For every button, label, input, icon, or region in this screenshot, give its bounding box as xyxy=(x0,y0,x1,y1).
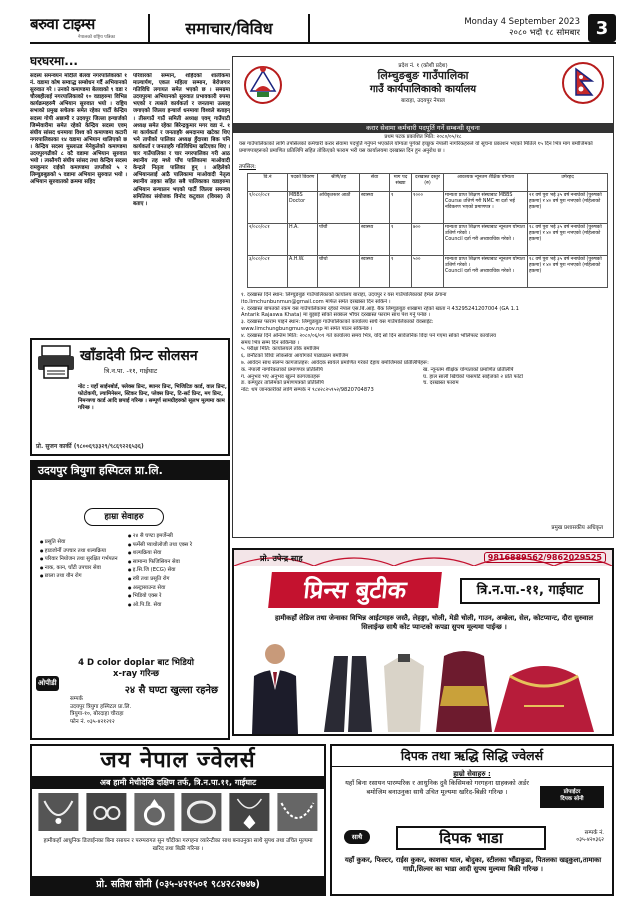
cell-service: स्वास्थ्य xyxy=(360,256,390,288)
jewellers-ad xyxy=(30,744,326,896)
news-article xyxy=(30,52,230,334)
news-column-1: सदस्य समन्वयन मोदीले बेलवा नगरपालिकाको १ नं. वडामा कोष सम्वाद्ध सम्बोधन गर्दै अभियानको सुरुवात गरे । उनको कमाण्डमा बेलवाको ९ वडा र चौरबहीलाई नगरपालिकाको १० वडाहरुमा विभिन्न कार्यक्रमहरुमै अभियान सुरुवात भयो । राष्ट्रिय सभाको प्रमुख सचेतक समेत रहेका पार्टी केन्द्रिय सदस्य गोपी अछामी र उदयपुर जिल्ला इन्चार्जको जिम्मेवारीमा समेत रहेको केन्द्रिय सदस्य एवम् संघीय सांसद धनमाया विश्व को कमाण्डमा कटारी नगरपालिकाका १४ वडामा अभियान थालिएको छ । केन्द्रिय सदस्य मुस्लाउड मेनेकुलेको कमाण्डमा उदयपुरगढीको ८ वटै वडामा अभियान सुरुवात भयो । त्यस्तैगरी संघीय सांसद तथा केन्द्रिय सदस्य रामकुमार राईको कमाण्डमा ताप्लीको ५ र लिम्चुङबुङको ५ वडामा अभियान सुरुवात भयो । अभियान सुरुवातको क्रममा सहिद xyxy=(30,73,127,186)
dipak-services-label: हाम्रो सेवाहरु : xyxy=(453,770,491,778)
cell-service: स्वास्थ्य xyxy=(360,224,390,256)
cell-post: H.A. xyxy=(288,224,318,256)
notice-term: ५. परीक्षा मिति: कार्यालयले तोके बमोजिम xyxy=(241,346,320,353)
notice-note: नोट: थप जानकारीको लागि सम्पर्क नं ९८४२८२५९५२/9820704873 xyxy=(241,387,374,394)
logo-text: बरुवा टाइम्स xyxy=(30,15,95,33)
hospital-ad xyxy=(30,460,230,740)
page-number: 3 xyxy=(588,14,616,42)
ring-icon xyxy=(132,793,177,831)
printer-icon xyxy=(36,344,76,380)
contact-number: ०३५-४२०३६२ xyxy=(576,837,604,843)
cell-fee: ७०० xyxy=(412,224,444,256)
proprietor-name: दिपक सोनी xyxy=(560,796,584,802)
service-item: ● अल्ट्रासाउन्ड सेवा xyxy=(128,584,226,593)
newspaper-logo xyxy=(30,14,148,42)
section-title: समाचार/विविध xyxy=(148,14,310,42)
table-row xyxy=(248,224,608,256)
notice-term: ito.limchunbunmun@gmail.com मार्फत समेत दरखास्त दिन सकिने । xyxy=(241,298,391,305)
dipak-services-text: यहाँ बिना रसायन पारम्परिक र आधुनिक दुवै किसिमको गरगहना ग्राहकको अर्डर बमोजिम बनाउनुका साथै उचित मूल्यमा खरिद-बिक्री गरिन्छ । xyxy=(345,779,529,796)
notice-term: ३. दरखास्त फाराम पाइने स्थान: लिम्चुङबुङ गाउँपालिकाको कार्यालय साथै यस गाउँपालिकाको वेवसाईट: xyxy=(241,319,434,326)
contact-label: सम्पर्क नं. xyxy=(584,830,604,836)
cell-level: चौथो xyxy=(318,256,360,288)
print-ad-contact xyxy=(36,442,144,450)
boutique-title: प्रिन्स बुटीक xyxy=(268,572,442,608)
open-24-hours: २४ सै घण्टा खुल्ला रहनेछ xyxy=(124,685,218,696)
doppler-text: 4 D color doplar बाट भिडियो x-ray गरिन्छ xyxy=(78,658,194,679)
dipak-title: दिपक तथा ऋद्धि सिद्धि ज्वेलर्स xyxy=(332,746,612,767)
cell-age: १८ वर्ष पुरा भई ३५ वर्ष ननाघेको (पुरुषको हकमा) र ४० वर्ष पुरा नभएको (महिलाको हकमा) xyxy=(528,256,608,288)
date-english: Monday 4 September 2023 xyxy=(464,17,580,27)
dipak-bhada-text: यहाँ कुकर, फिल्टर, राईस कुकर, काशका थाल, बोदुका, स्टीलका भाँडाकुडा, पितलका खड्कुला,तामाका गाग्री,सिल्वर का भाडा आदी सुपथ मुल्यमा बिक्री गरिन्छ । xyxy=(344,856,602,873)
print-ad-address: त्रि.न.पा. -११, गाईघाट xyxy=(104,367,158,375)
notice-doc: क. नेपाली नागरिकताको प्रमाणपत्र प्रतिलिपि xyxy=(241,366,323,373)
service-item: ● सामान्य फिजिसियन सेवा xyxy=(128,558,226,567)
cell-count: १ xyxy=(390,224,412,256)
notice-gov-line: प्रदेश नं. १ (कोशी प्रदेश) xyxy=(398,63,448,69)
notice-doc: ग. अनुभव भए अनुभव खुल्ने कागजातहरू xyxy=(241,373,320,380)
table-header: श्रेणि/तह xyxy=(318,174,360,192)
earring-icon xyxy=(84,793,129,831)
logo-tagline: नेपालको राष्ट्रिय पत्रिका xyxy=(78,35,115,40)
print-solution-ad xyxy=(30,338,230,456)
dipak-jewellers-ad xyxy=(330,744,614,896)
boutique-phone: 9816889562/9862029525 xyxy=(484,552,606,563)
hospital-ad-title: उदयपुर त्रियुगा हस्पिटल प्रा.लि. xyxy=(32,462,228,480)
notice-term: www.limchungbungmun.gov.np मा समेत पाउन सकिनेछ । xyxy=(241,325,373,332)
necklace-icon xyxy=(36,793,81,831)
cell-qualification xyxy=(444,224,528,256)
boutique-owner: प्रो. उपेन्द्र साह xyxy=(260,554,303,563)
hospital-contact xyxy=(70,696,131,726)
nepal-emblem-icon xyxy=(241,61,285,105)
vacancy-notice xyxy=(232,56,614,538)
print-ad-phone: (९८००६९३३२९/९८६९२२६५३६) xyxy=(73,443,144,450)
cell-qualification xyxy=(444,256,528,288)
cell-service: स्वास्थ्य xyxy=(360,192,390,224)
nepal-flag-emblem-icon xyxy=(561,61,605,105)
service-item: ● प्रसूति सेवा xyxy=(40,538,122,547)
man-in-suit-icon xyxy=(240,640,310,734)
cell-sn: २/०८०/०८१ xyxy=(248,224,288,256)
notice-term: Antarik Rajaswa Khata) मा बुझाई सोको सक्कल भौचर दरखास्त फाराम साथ पेश गर्नु पर्नेछ । xyxy=(241,312,431,319)
masthead xyxy=(30,14,616,44)
jewellers-owner-phone: प्रो. सतिश सोनी (०३५-४२१५०१ ९८४२८२७४७) xyxy=(32,876,324,894)
cell-post: A.H.W. xyxy=(288,256,318,288)
service-item: ● स्त्री तथा प्रसूति रोग xyxy=(128,575,226,584)
cell-fee: १००० xyxy=(412,192,444,224)
notice-term: २. दरखास्त बापतको रकम यस गाउँपालिकामा रहेको नेपाल एस.बि.आई. बैंक लिम्चुङबुङ शाखामा रहेको खाता नं 43295241207004 (GA 1.1 xyxy=(241,305,519,312)
boutique-address: त्रि.न.पा.-११, गाईघाट xyxy=(460,578,600,604)
news-headline: घरघरमा... xyxy=(30,52,230,70)
notice-title-bar: करार सेवामा कर्मचारी पदपूर्ति गर्ने सम्बन्धी सूचना xyxy=(233,123,613,133)
cell-fee: ५०० xyxy=(412,256,444,288)
notice-office: गाउँ कार्यपालिकाको कार्यालय xyxy=(369,84,477,95)
qualification-item: Council दर्ता गरी अध्यावधिक गरेको । xyxy=(445,237,515,242)
cell-count: १ xyxy=(390,192,412,224)
contact-line: त्रियुगा-१०, बोरदाहा चौराहा xyxy=(70,711,124,717)
contact-line: सम्पर्क xyxy=(70,696,83,702)
cell-sn: ३/०८०/०८१ xyxy=(248,256,288,288)
clothing-items-icon xyxy=(314,646,614,734)
table-header: माग पद संख्या xyxy=(390,174,412,192)
table-row xyxy=(248,192,608,224)
cell-level: पाँचौं xyxy=(318,224,360,256)
notice-term: १. दरखास्त दिने स्थान: लिम्चुङबुङ गाउँपालिकाको कार्यालय बाराहा, उदयपुर र यस गाउँपालिकाको ईमेल ठेगाना xyxy=(241,292,447,298)
contact-line: फोन नं. ०३५-४२१२१२ xyxy=(70,718,115,725)
proprietor-label: प्रोपाईटर xyxy=(563,789,581,795)
bangle-icon xyxy=(179,793,224,831)
qualification-item: Council दर्ता गरी अध्यावधिक गरेको । xyxy=(445,269,515,274)
service-item: ● फर्मेसी प्याथोलोजी तथा एक्स रे xyxy=(128,541,226,550)
date-nepali: २०८० भदौ १८ सोमबार xyxy=(509,28,580,38)
proprietor-box xyxy=(540,786,604,808)
notice-doc: ख. न्यूनतम शैक्षिक योग्यताको प्रमाणित प्रतिलिपि xyxy=(423,366,514,373)
opd-badge: ओपीडी xyxy=(36,676,59,691)
notice-term: ४. दरखास्त दिने अन्तिम मिति: २०८०/०६/०१ गते कार्यालय समय भित्र, यदि सो दिन सार्वजनिक विदा पर्न गएमा सोको भोलिपल्ट कार्यालय xyxy=(241,332,496,339)
notice-municipality: लिम्चुङबुङ गाउँपालिका xyxy=(377,69,469,82)
vacancy-table xyxy=(247,173,608,288)
date-box xyxy=(310,14,588,42)
jewellery-images xyxy=(32,789,324,835)
news-column-2: परिवारको सम्मान, शहिदको शालीकमा माल्यार्पण, एकल महिला सम्मान, बेरोजगार गतिविधि लगायत समेत भएको छ । समग्रमा उदयपुरमा अभियानको सुरुवात प्रभावकारी रुपमा भएको र त्यसले कार्यकर्ता र जनतामा उत्साह जगाएको जिल्ला इन्चार्ज धनमाया विश्वले बताइन् । तीसगाउँ गाउँ समिती अध्यक्ष एवम् गाउँपाटी अध्यक्ष समेत रहेका बिरेन्द्रकुमार मगर वडा नं. १ मा कार्यकर्ता र जनताहरुै श्रमदानमा खटेका थिए भने तापीको पालिका अध्यक्ष हुँदारबा बिक पनि कार्यकर्ता र जनताहरुै गतिविधिमा खटिएका थिए । चार गाउँपालिका र चार नगरपालिका गरी आठ स्थानीय तह मध्ये पाँच पालिकामा माओवादी केन्द्रले नितृत्व पालिका हुन् । अहिलेको अभियानलाई आठै पालिकामा माओवादी नेतृत्व स्थानीय तहका सहित सबै पालिकाका वडाहरुमा अभियान सन्चालन भएको पार्टी जिल्ला समन्वय समितिका संयोजक विनोद कटुवाल (वियस) ले बताए । xyxy=(133,73,230,207)
cell-age: २१ वर्ष पुरा भई ३५ वर्ष ननाघेको (पुरुषको हकमा) र ४० वर्ष पुरा नभएको (महिलाको हकमा) xyxy=(528,192,608,224)
notice-terms xyxy=(233,288,613,367)
table-header: उमेरहद xyxy=(528,174,608,192)
contact-line: उदयपुर त्रियुगा हस्पिटल प्रा.लि. xyxy=(70,703,132,710)
table-header: दरखास्त दस्तुर (रु) xyxy=(412,174,444,192)
table-header: सेवा xyxy=(360,174,390,192)
service-item: ● भिडियो एक्स रे xyxy=(128,592,226,601)
cell-post: MBBS Doctor xyxy=(288,192,318,224)
notice-doc: च. दरखास्त फाराम xyxy=(423,380,459,387)
pendant-icon xyxy=(227,793,272,831)
hospital-services-label: हाम्रा सेवाहरु xyxy=(84,508,164,526)
jewellers-description: हामीकहाँ आधुनिक डिजाईनका बिना रसायन र परम्परागत सुन चाँदीका गरगहना व्यारेन्टीका साथ बनाउनुका साथै सुपथ तथा उचित मूल्यमा खरिद तथा बिक्री गरिन्छ । xyxy=(43,838,313,852)
service-item: ● छाला तथा यौन रोग xyxy=(40,572,122,581)
also-badge: साथै xyxy=(344,830,370,844)
notice-published-date: प्रथम पटक प्रकाशित मिति: २०८०/०५/१८ xyxy=(384,134,462,140)
notice-table-title: तपसिल: xyxy=(239,164,256,170)
notice-term: ६. छनौटको विधिः लोकसेवा आयोगको पाठ्यक्रम बमोजिम xyxy=(241,353,349,360)
table-header-row xyxy=(248,174,608,192)
cell-sn: १/०८०/०८१ xyxy=(248,192,288,224)
service-item: ● नाक, कान, घाँटी उपचार सेवा xyxy=(40,564,122,573)
qualification-item: मान्यता प्राप्त शिक्षण संस्थाबाट MBBS Course उत्तिर्ण गरी NMC मा दर्ता भई नविकरण भएको प्रमाणपत्र । xyxy=(445,193,515,210)
notice-doc: घ. हाल साली खिचेको पासपोर्ट साईजको २ प्रति फोटो xyxy=(423,373,523,380)
service-item: ● ओ.पि.डि. सेवा xyxy=(128,601,226,610)
notice-term: ७. आवेदन साथ संलग्न कागजातहरु: आवेदक स्वयंले प्रमाणित गरेको देहाय बमोजिमको प्रतिलिपिहरू: xyxy=(241,359,429,366)
table-header: आवश्यक न्यूनतम शैक्षिक योग्यता xyxy=(444,174,528,192)
service-item: ● २४ सै घण्टा इमर्जेन्सी xyxy=(128,532,226,541)
dipak-contact xyxy=(576,830,604,844)
print-ad-title: खाँडादेवी प्रिन्ट सोलसन xyxy=(80,348,198,364)
qualification-item: मान्यता प्राप्त शिक्षण संस्थाबाट न्यूनतम योग्यता उत्तिर्ण गरेको । xyxy=(445,225,525,236)
table-header: वि.नं xyxy=(248,174,288,192)
print-ad-owner: प्रो. सुजन कार्की xyxy=(36,443,72,450)
dipak-bhada-title: दिपक भाडा xyxy=(396,826,546,850)
jewellers-title: जय नेपाल ज्वेलर्स xyxy=(100,748,256,773)
boutique-description: हामीकहाँ लेडिज तथा जेन्सका विभिन्न आईटमहरु जस्तै, लेहङ्गा, चोली, मेडी चोली, गाउन, अम्ब्रेला, सेल, कोटप्यान्ट, दौरा सुरुवाल सिलाईन्छ साथै कोट प्यान्टको कपडा सुपथ मूल्यमा पाईन्छ । xyxy=(274,614,594,631)
cell-level: अधिकृतस्तर आठौं xyxy=(318,192,360,224)
print-ad-body: नोट : यहाँ साईनबोर्ड, फ्लेक्स प्रिन्ट, ब्यानर प्रिन्ट, भिजिटिङ कार्ड, वाल प्रिन्ट, फोटोकपी, ल्यामिनेसन, स्टिकर प्रिन्ट, प्लेक्स प्रिन्ट, टि-सर्ट प्रिन्ट, मग प्रिन्ट, निमन्त्रणा कार्ड आदि छपाई गरिन्छ । सम्पूर्ण सामग्रीहरुको सूलभ मूल्यमा काम गरिन्छ । xyxy=(78,384,227,411)
cell-age: १८ वर्ष पुरा भई ३५ वर्ष ननाघेको (पुरुषको हकमा) र ४० वर्ष पुरा नभएको (महिलाको हकमा) xyxy=(528,224,608,256)
hospital-services-left xyxy=(40,538,122,581)
cell-qualification xyxy=(444,192,528,224)
boutique-ad xyxy=(232,548,614,736)
notice-documents xyxy=(233,367,613,387)
qualification-item: मान्यता प्राप्त शिक्षण संस्थाबाट न्यूनतम योग्यता उत्तिर्ण गरेको । xyxy=(445,257,525,268)
notice-intro: यस गाउँपालिकाको लागि तपसिलको कर्मचारी करार सेवामा पदपूर्ति गर्नुपर्ने भएकोले योग्यता पुगेको इच्छुक नेपाली नागरिकहरुले यो सूचना प्रकाशन भएको मितिले १५ दिन भित्र माग बमोजिमको प्रमाणपत्रहरूको प्रमाणित प्रतिलिपि सहित तोकिएको फाराम भरी यस कार्यालयमा दरखास्त दिन हुन अनुरोध छ । xyxy=(239,141,593,154)
service-item: ● हाडजोर्नी उपचार तथा शल्यक्रिया xyxy=(40,547,122,556)
service-item: ● शल्यक्रिया सेवा xyxy=(128,549,226,558)
notice-term: समय भित्र सम्म दिन सकिनेछ । xyxy=(241,339,300,346)
table-header: पदको विवरण xyxy=(288,174,318,192)
service-item: ● इ.सि.जि (ECG) सेवा xyxy=(128,566,226,575)
notice-doc: ङ. कम्प्युटर तालिमको प्रमाणपत्रको प्रतिलिपि xyxy=(241,380,324,387)
jewellers-subtitle: अब हामी मेचीदेखि दक्षिण तर्फ, त्रि.न.पा.११, गाईघाट xyxy=(32,776,324,789)
hospital-services-right xyxy=(128,532,226,609)
notice-signature: प्रमुख प्रशासकीय अधिकृत xyxy=(551,525,603,531)
table-row xyxy=(248,256,608,288)
notice-address: बाराहा, उदयपुर नेपाल xyxy=(401,98,445,104)
service-item: ● परिवार नियोजन तथा सुरक्षित गर्भपतन xyxy=(40,555,122,564)
cell-count: १ xyxy=(390,256,412,288)
chain-icon xyxy=(275,793,320,831)
